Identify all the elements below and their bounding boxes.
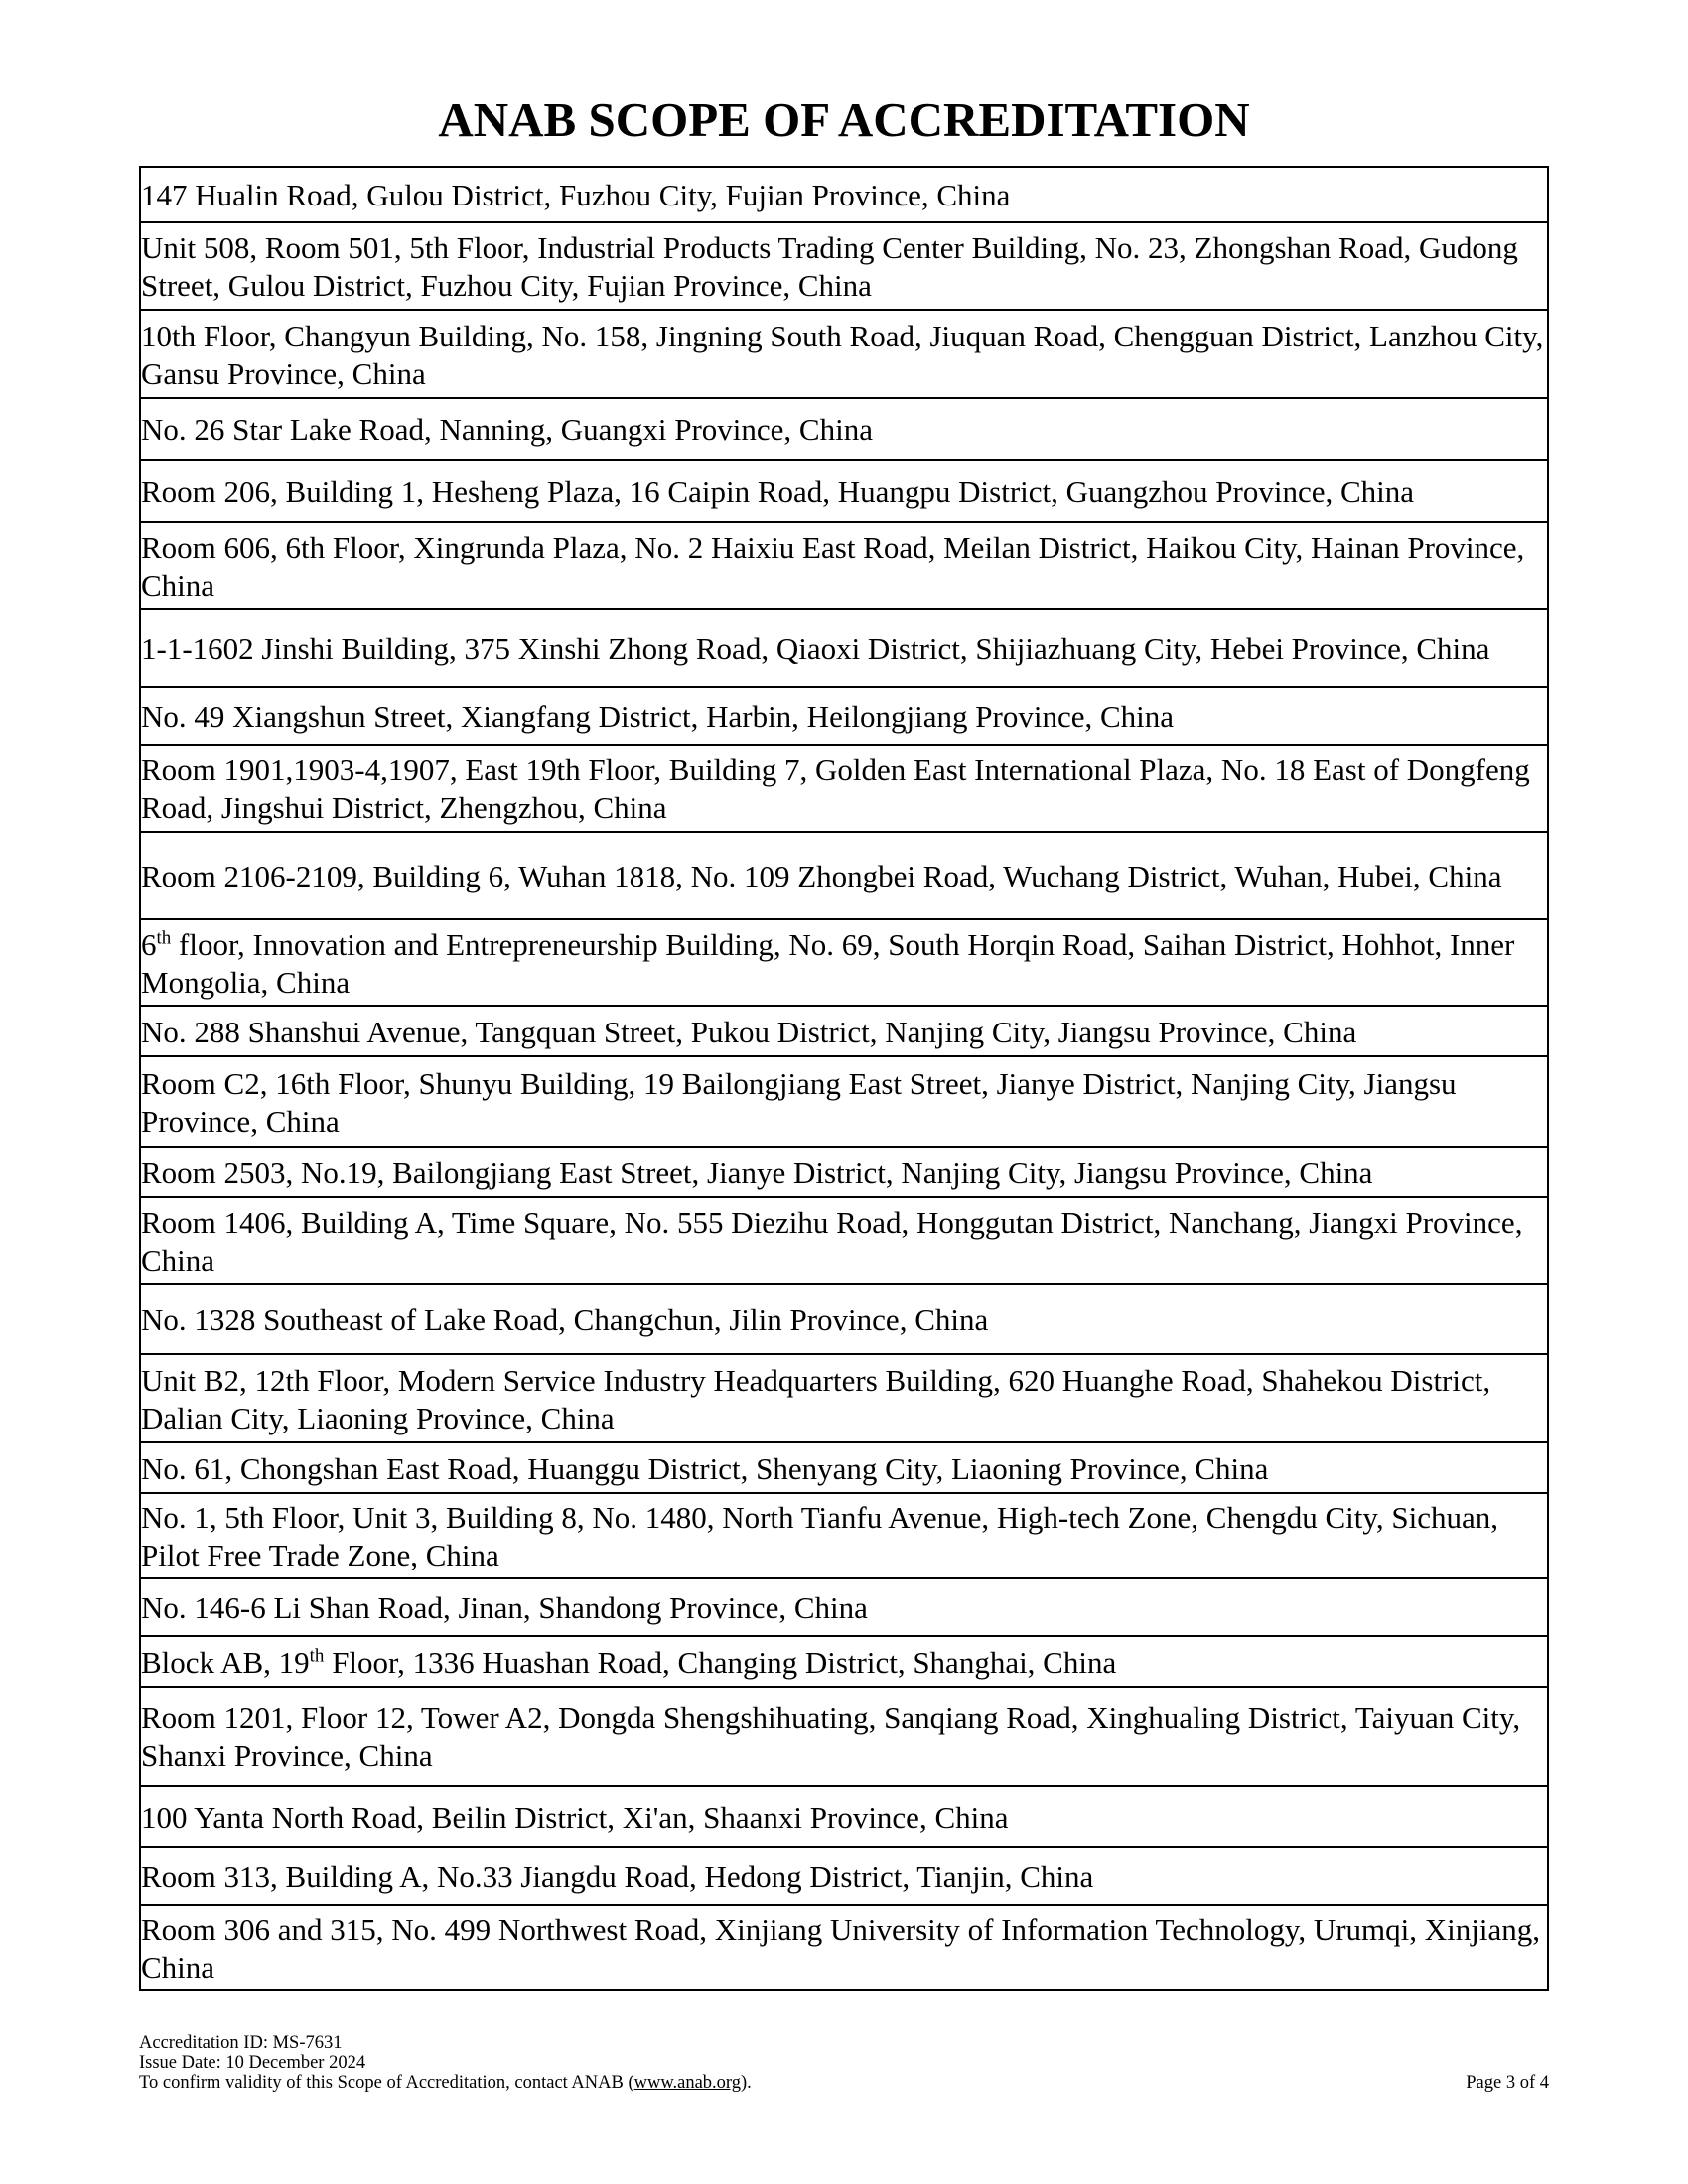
address-text: No. 288 Shanshui Avenue, Tangquan Street, Pukou District, Nanjing City, Jiangsu Province, China [141, 1014, 1357, 1049]
table-row [140, 1786, 1548, 1847]
address-cell [140, 1786, 1548, 1847]
table-row [140, 1284, 1548, 1354]
address-cell [140, 1056, 1548, 1147]
table-row [140, 1442, 1548, 1493]
table-row [140, 222, 1548, 310]
address-text: 100 Yanta North Road, Beilin District, Xi'an, Shaanxi Province, China [141, 1800, 1009, 1835]
confirm-prefix: To confirm validity of this Scope of Accreditation, contact ANAB ( [139, 2073, 634, 2093]
address-text: No. 146-6 Li Shan Road, Jinan, Shandong Province, China [141, 1590, 868, 1625]
table-row [140, 919, 1548, 1006]
address-cell [140, 1147, 1548, 1197]
address-text: 147 Hualin Road, Gulou District, Fuzhou City, Fujian Province, China [141, 178, 1011, 212]
table-row [140, 1197, 1548, 1284]
address-cell [140, 832, 1548, 919]
address-text: No. 26 Star Lake Road, Nanning, Guangxi Province, China [141, 412, 873, 447]
table-row [140, 522, 1548, 609]
address-text: No. 1328 Southeast of Lake Road, Changchun, Jilin Province, China [141, 1301, 989, 1337]
address-table-body [140, 167, 1548, 1990]
address-cell [140, 1493, 1548, 1578]
table-row [140, 687, 1548, 745]
address-text-pre: Block AB, 19 [141, 1644, 310, 1680]
address-cell [140, 1905, 1548, 1990]
address-cell [140, 1847, 1548, 1905]
ordinal-suffix: th [309, 1645, 325, 1667]
address-text: floor, Innovation and Entrepreneurship Building, No. 69, South Horqin Road, Saihan District, Hohhot, Inner Mongolia, China [141, 926, 1515, 1000]
address-text: Unit B2, 12th Floor, Modern Service Industry Headquarters Building, 620 Huanghe Road, Shahekou District, Dalian City, Liaoning Province, China [141, 1362, 1491, 1435]
table-row [140, 609, 1548, 687]
table-row [140, 1578, 1548, 1636]
address-text: Unit 508, Room 501, 5th Floor, Industrial Products Trading Center Building, No. 23, Zhongshan Road, Gudong Street, Gulou District, Fuzhou City, Fujian Province, China [141, 230, 1518, 303]
address-cell [140, 687, 1548, 745]
address-cell [140, 310, 1548, 398]
address-text: Room 313, Building A, No.33 Jiangdu Road, Hedong District, Tianjin, China [141, 1859, 1094, 1894]
table-row [140, 1147, 1548, 1197]
address-cell [140, 460, 1548, 522]
address-cell [140, 1006, 1548, 1056]
address-text: Room 1406, Building A, Time Square, No. 555 Diezihu Road, Honggutan District, Nanchang, Jiangxi Province, China [141, 1204, 1523, 1278]
address-cell [140, 1636, 1548, 1687]
address-cell [140, 609, 1548, 687]
address-text: Room 2106-2109, Building 6, Wuhan 1818, No. 109 Zhongbei Road, Wuchang District, Wuhan, Hubei, China [141, 859, 1502, 893]
footer [139, 2033, 1549, 2093]
confirm-validity-note [139, 2073, 1549, 2093]
address-cell [140, 398, 1548, 460]
address-cell [140, 745, 1548, 832]
address-table [139, 166, 1549, 1991]
address-text: Room 2503, No.19, Bailongjiang East Street, Jianye District, Nanjing City, Jiangsu Province, China [141, 1155, 1373, 1190]
table-row [140, 398, 1548, 460]
table-row [140, 1687, 1548, 1786]
page-title: ANAB SCOPE OF ACCREDITATION [438, 92, 1250, 147]
table-row [140, 460, 1548, 522]
table-row [140, 1636, 1548, 1687]
address-text: No. 1, 5th Floor, Unit 3, Building 8, No. 1480, North Tianfu Avenue, High-tech Zone, Chengdu City, Sichuan, Pilot Free Trade Zone, China [141, 1500, 1498, 1572]
address-cell [140, 1442, 1548, 1493]
address-text: Room 606, 6th Floor, Xingrunda Plaza, No. 2 Haixiu East Road, Meilan District, Haikou City, Hainan Province, China [141, 529, 1525, 603]
address-text: Room 206, Building 1, Hesheng Plaza, 16 Caipin Road, Huangpu District, Guangzhou Province, China [141, 474, 1415, 509]
table-row [140, 167, 1548, 222]
table-row [140, 832, 1548, 919]
accreditation-id: Accreditation ID: MS-7631 [139, 2033, 343, 2053]
table-row [140, 310, 1548, 398]
table-row [140, 1006, 1548, 1056]
address-text: Room C2, 16th Floor, Shunyu Building, 19 Bailongjiang East Street, Jianye District, Nanjing City, Jiangsu Province, China [141, 1065, 1457, 1139]
address-text: Room 306 and 315, No. 499 Northwest Road, Xinjiang University of Information Technology, Urumqi, Xinjiang, China [141, 1912, 1541, 1984]
address-text: No. 49 Xiangshun Street, Xiangfang District, Harbin, Heilongjiang Province, China [141, 699, 1175, 734]
ordinal-suffix: th [156, 927, 172, 949]
address-cell [140, 222, 1548, 310]
table-row [140, 1905, 1548, 1990]
confirm-suffix: ). [741, 2073, 752, 2093]
address-cell [140, 522, 1548, 609]
address-text: Room 1901,1903-4,1907, East 19th Floor, Building 7, Golden East International Plaza, No. 18 East of Dongfeng Road, Jingshui District, Zhengzhou, China [141, 752, 1530, 825]
page-number: Page 3 of 4 [1466, 2073, 1549, 2093]
table-row [140, 1493, 1548, 1578]
table-row [140, 1354, 1548, 1442]
table-row [140, 745, 1548, 832]
table-row [140, 1847, 1548, 1905]
address-text: 10th Floor, Changyun Building, No. 158, Jingning South Road, Jiuquan Road, Chengguan District, Lanzhou City, Gansu Province, China [141, 318, 1544, 391]
address-cell [140, 1578, 1548, 1636]
issue-date: Issue Date: 10 December 2024 [139, 2053, 366, 2073]
address-text: 1-1-1602 Jinshi Building, 375 Xinshi Zhong Road, Qiaoxi District, Shijiazhuang City, Hebei Province, China [141, 630, 1490, 666]
address-cell [140, 167, 1548, 222]
address-cell [140, 919, 1548, 1006]
address-cell [140, 1284, 1548, 1354]
address-cell [140, 1687, 1548, 1786]
address-cell [140, 1354, 1548, 1442]
address-text: No. 61, Chongshan East Road, Huanggu District, Shenyang City, Liaoning Province, China [141, 1450, 1269, 1486]
address-text: Floor, 1336 Huashan Road, Changing District, Shanghai, China [324, 1644, 1117, 1680]
address-text: Room 1201, Floor 12, Tower A2, Dongda Shengshihuating, Sanqiang Road, Xinghualing District, Taiyuan City, Shanxi Province, China [141, 1701, 1521, 1773]
anab-link[interactable]: www.anab.org [633, 2073, 741, 2093]
address-cell [140, 1197, 1548, 1284]
table-row [140, 1056, 1548, 1147]
address-text-pre: 6 [141, 926, 157, 962]
